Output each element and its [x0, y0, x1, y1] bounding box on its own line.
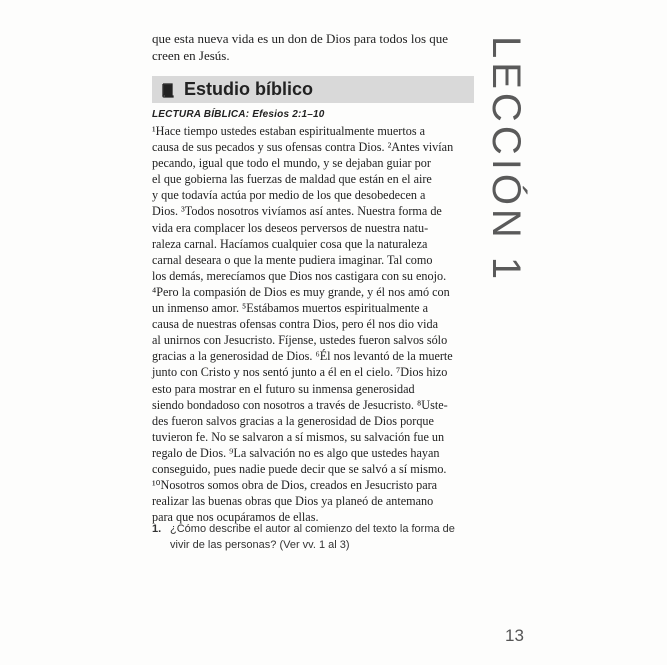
passage-line: y que todavía actúa por medio de los que desobedecen a — [152, 188, 426, 203]
passage-line: un inmenso amor. ⁵Estábamos muertos espiritualmente a — [152, 301, 429, 316]
passage-line: carnal deseara o que la mente pudiera imaginar. Tal como — [152, 252, 433, 267]
intro-line: que esta nueva vida es un don de Dios para todos los que — [152, 31, 449, 46]
passage-line: ¹Hace tiempo ustedes estaban espiritualmente muertos a — [152, 124, 426, 138]
intro-paragraph — [152, 30, 472, 64]
passage-line: vida era complacer los deseos perversos de nuestra natu- — [152, 220, 429, 235]
passage-line: los demás, merecíamos que Dios nos castigara con su enojo. — [152, 268, 447, 283]
passage-line: pecando, igual que todo el mundo, y se dejaban guiar por — [152, 156, 431, 171]
lesson-label: LECCIÓN 1 — [484, 36, 528, 284]
passage-line: ¹⁰Nosotros somos obra de Dios, creados en Jesucristo para — [152, 478, 438, 493]
passage-line: conseguido, pues nadie puede decir que se salvó a sí mismo. — [152, 461, 447, 476]
passage-line: realizar las buenas obras que Dios ya planeó de antemano — [152, 494, 434, 509]
passage-line: regalo de Dios. ⁹La salvación no es algo que ustedes hayan — [152, 445, 440, 460]
page-number: 13 — [505, 626, 524, 645]
passage-line: causa de nuestras ofensas contra Dios, pero él nos dio vida — [152, 317, 438, 332]
question-number: 1. — [152, 523, 162, 535]
passage-line: des fueron salvos gracias a la generosidad de Dios porque — [152, 413, 434, 428]
scripture-passage — [152, 123, 474, 525]
passage-line: para que nos ocupáramos de ellas. — [152, 510, 319, 525]
passage-line: gracias a la generosidad de Dios. ⁶Él nos levantó de la muerte — [152, 349, 453, 364]
passage-line: ⁴Pero la compasión de Dios es muy grande, y él nos amó con — [152, 284, 450, 299]
question-line: vivir de las personas? (Ver vv. 1 al 3) — [170, 539, 350, 551]
question-line: ¿Cómo describe el autor al comienzo del texto la forma de — [170, 523, 455, 535]
passage-line: junto con Cristo y nos sentó junto a él en el cielo. ⁷Dios hizo — [152, 365, 448, 380]
passage-line: Dios. ³Todos nosotros vivíamos así antes. Nuestra forma de — [152, 204, 442, 219]
passage-line: siendo bondadoso con nosotros a través de Jesucristo. ⁸Uste- — [152, 397, 448, 412]
reading-reference: LECTURA BÍBLICA: Efesios 2:1–10 — [152, 109, 325, 120]
book-icon — [160, 82, 176, 98]
passage-line: tuvieron fe. No se salvaron a sí mismos, su salvación fue un — [152, 429, 445, 444]
passage-line: esto para mostrar en el futuro su inmensa generosidad — [152, 381, 415, 396]
passage-line: el que gobierna las fuerzas de maldad que están en el aire — [152, 172, 432, 187]
section-header — [152, 76, 474, 103]
section-title: Estudio bíblico — [184, 79, 313, 99]
passage-line: al unirnos con Jesucristo. Fíjense, ustedes fueron salvos sólo — [152, 333, 448, 348]
passage-line: causa de sus pecados y sus ofensas contra Dios. ²Antes vivían — [152, 140, 454, 155]
passage-line: raleza carnal. Hacíamos cualquier cosa que la naturaleza — [152, 236, 428, 251]
question-text — [170, 521, 475, 553]
intro-line: creen en Jesús. — [152, 48, 230, 63]
